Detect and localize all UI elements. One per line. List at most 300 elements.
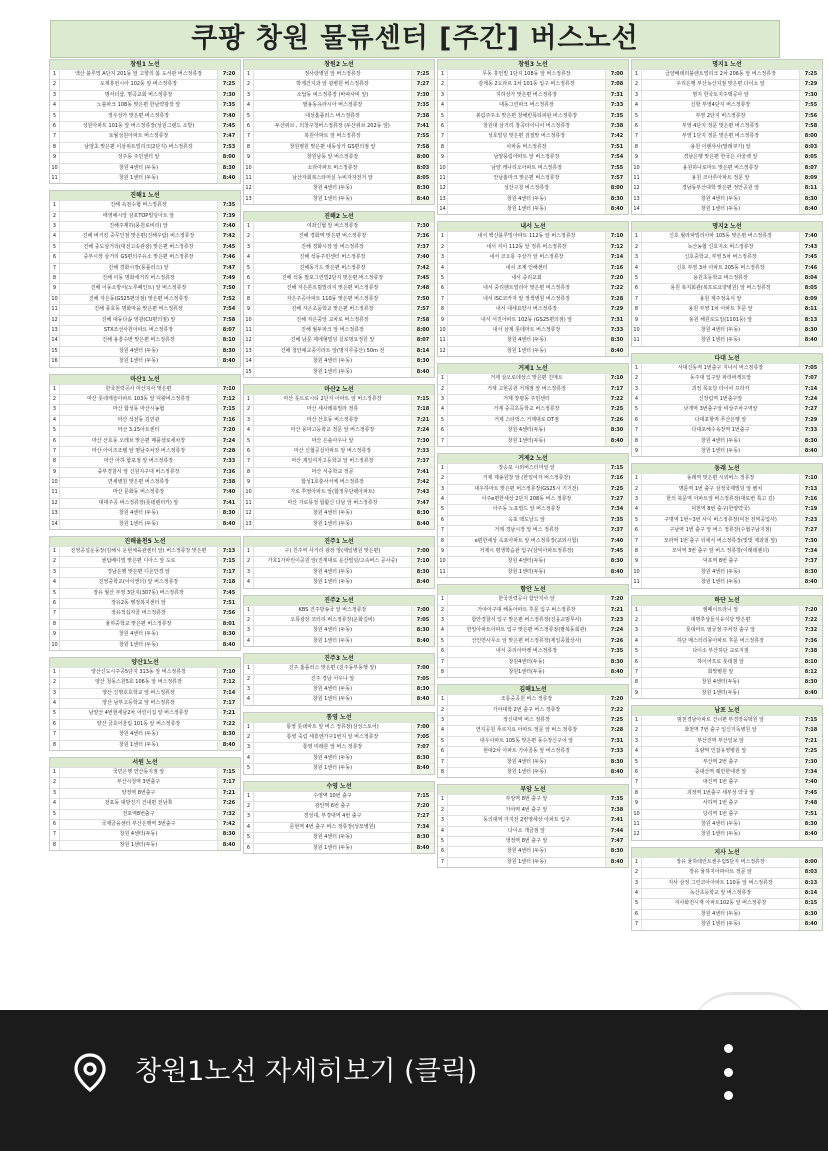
stop-name: 부산역 2번 출구 <box>702 758 739 765</box>
stop-row <box>438 567 628 577</box>
stop-name: 남양풍림아파트 앞 버스정류장 <box>493 154 560 161</box>
departure-time: 7:33 <box>799 426 822 435</box>
stop-row <box>438 152 628 162</box>
stop-number: 10 <box>50 641 60 650</box>
departure-time: 7:15 <box>411 395 434 404</box>
stop-row <box>244 577 434 587</box>
departure-time: 7:16 <box>605 474 628 483</box>
stop-row <box>632 173 822 183</box>
stop-row <box>438 194 628 204</box>
route-name: 거제1 노선 <box>438 364 628 373</box>
stop-name: 명륜역 1번 출구 삼정국제빌딩 앞 벤치 <box>678 485 763 492</box>
stop-row <box>438 705 628 715</box>
stop-name: 진해 자은론트릴빌리지 맞은편 버스정류장 <box>286 285 379 292</box>
departure-time: 7:05 <box>411 616 434 625</box>
departure-time: 8:00 <box>411 153 434 162</box>
stop-name: 창원 1센터 (두동) <box>312 765 353 772</box>
stop-name: 가호1가마린이공원 앞(진재대로 운산빌딩/고속버스 공사중) <box>267 558 398 565</box>
stop-name: 창원남동 앞 버스정류장 <box>306 154 359 161</box>
stop-name: 감계동 2도라르 1차 101동 입구 버스정류장 <box>478 81 575 88</box>
stop-number: 1 <box>244 664 254 673</box>
stop-number: 2 <box>632 726 642 735</box>
departure-time: 8:40 <box>605 437 628 446</box>
stop-number: 2 <box>438 385 448 394</box>
stop-number: 6 <box>438 122 448 131</box>
departure-time: 7:20 <box>799 606 822 615</box>
stop-name: 창원 4센터 (두동) <box>506 848 547 855</box>
stop-row <box>438 384 628 394</box>
stop-number: 5 <box>438 112 448 121</box>
stop-name: 진해 경화시장 앞 버스정류장 <box>301 243 364 250</box>
stop-number: 8 <box>632 678 642 687</box>
stop-number: 1 <box>244 792 254 801</box>
stop-name: 가로 쭈영아파트 앞(합정무단팩아파트) <box>290 489 375 496</box>
stop-name: 창원 1센터 (두동) <box>700 447 741 454</box>
route-table <box>631 595 823 700</box>
stop-row <box>438 857 628 867</box>
stop-name: 진해 자은중앙 교차로 버스정류장 <box>296 316 369 323</box>
stop-number: 2 <box>438 606 448 615</box>
stop-name: 함안경찰서 입구 맞은편 버스정류장(진웅교범무사) <box>471 616 582 623</box>
departure-time: 7:28 <box>217 447 240 456</box>
stop-row <box>438 163 628 173</box>
stop-name: 산인면사무소 앞 맞은편 버스정류장(제일종합상사) <box>471 637 582 644</box>
stop-row <box>632 878 822 888</box>
stop-row <box>244 811 434 821</box>
stop-number: 4 <box>244 426 254 435</box>
departure-time: 7:30 <box>411 91 434 100</box>
stop-name: 성산구청 버스정류장 <box>503 185 550 192</box>
stop-row <box>438 415 628 425</box>
timetable-column <box>437 59 629 874</box>
stop-name: 마산 석전동 김민관 <box>117 416 160 423</box>
stop-number: 7 <box>438 658 448 667</box>
stop-number: 5 <box>244 264 254 273</box>
stop-row <box>632 315 822 325</box>
departure-time: 7:29 <box>799 80 822 89</box>
departure-time: 8:30 <box>799 820 822 829</box>
departure-time: 8:30 <box>799 437 822 446</box>
stop-name: 우리은행 부산녹산지점 맞은편 다이소 앞 <box>676 81 765 88</box>
stop-number: 7 <box>50 830 60 839</box>
stop-row <box>244 636 434 646</box>
departure-time: 7:45 <box>799 253 822 262</box>
stop-row <box>244 346 434 356</box>
stop-number: 3 <box>50 222 60 231</box>
stop-number: 3 <box>244 568 254 577</box>
departure-time: 7:05 <box>799 364 822 373</box>
stop-row <box>632 121 822 131</box>
stop-name: 장유 월산 부영 3단지(307동) 버스정류장 <box>93 589 184 596</box>
route-name: 창원3 노선 <box>438 60 628 69</box>
departure-time: 7:28 <box>605 295 628 304</box>
stop-number: 1 <box>632 606 642 615</box>
departure-time: 8:40 <box>605 205 628 214</box>
stop-row <box>632 829 822 839</box>
stop-row <box>632 688 822 698</box>
stop-number: 7 <box>50 132 60 141</box>
stop-name: 부영 1단지 정문 맞은편 버스정류장 <box>681 133 760 140</box>
stop-name: 율하중학교 맞은편 버스정류장 <box>105 620 172 627</box>
stop-number: 2 <box>438 706 448 715</box>
stop-number: 5 <box>632 112 642 121</box>
departure-time: 8:40 <box>799 689 822 698</box>
departure-time: 8:11 <box>799 305 822 314</box>
stop-row <box>438 242 628 252</box>
stop-number: 11 <box>244 499 254 508</box>
stop-number: 12 <box>632 830 642 839</box>
stop-name: 다대포항역 푸산은행 앞 <box>694 416 747 423</box>
departure-time: 8:30 <box>411 568 434 577</box>
stop-number: 13 <box>50 326 60 335</box>
stop-row <box>438 826 628 836</box>
stop-row <box>632 163 822 173</box>
stop-number: 7 <box>632 295 642 304</box>
stop-row <box>632 667 822 677</box>
departure-time: 8:14 <box>799 889 822 898</box>
stop-row <box>438 736 628 746</box>
stop-name: 창원 4센터 (두동) <box>312 685 353 692</box>
stop-name: 명서더샵, 명곡교회 버스정류장 <box>104 91 173 98</box>
stop-number: 6 <box>632 910 642 919</box>
stop-name: 창원 4센터 (두동) <box>312 185 353 192</box>
departure-time: 7:40 <box>411 253 434 262</box>
departure-time: 7:57 <box>411 305 434 314</box>
stop-row <box>50 556 240 566</box>
stop-name: 내서 삼계 롯데마트 버스정류장 <box>492 326 561 333</box>
stop-row <box>244 304 434 314</box>
stop-row <box>244 367 434 377</box>
stop-row <box>50 456 240 466</box>
stop-name: 냉정역 8번 출구 앞 <box>505 838 548 844</box>
stop-name: 안남홈마크 맞은편 버스정류장 <box>493 174 560 181</box>
route-detail-link[interactable]: 창원1노선 자세히보기 (클릭) <box>135 1056 478 1087</box>
departure-time: 7:37 <box>799 557 822 566</box>
departure-time: 7:46 <box>799 264 822 273</box>
stop-row <box>50 384 240 394</box>
stop-number: 4 <box>244 637 254 646</box>
stop-name: 양산 남부고등학교 앞 버스정류장 <box>102 700 175 707</box>
stop-number: 7 <box>244 132 254 141</box>
stop-name: 양산 금호어울림 101동 앞 버스정류장 <box>96 720 181 727</box>
stop-row <box>50 698 240 708</box>
stop-row <box>632 152 822 162</box>
stop-number: 1 <box>438 464 448 473</box>
stop-row <box>50 356 240 366</box>
stop-name: 합성1호충사서체 버스정류장 <box>301 479 364 486</box>
stop-row <box>632 111 822 121</box>
stop-name: 내서 중리교회 <box>511 275 542 282</box>
departure-time: 8:30 <box>411 685 434 694</box>
more-vertical-icon[interactable] <box>708 1044 748 1100</box>
departure-time: 8:30 <box>799 195 822 204</box>
stop-row <box>632 898 822 908</box>
stop-name: 사파동 버스정류장 <box>506 143 547 150</box>
departure-time: 7:16 <box>217 416 240 425</box>
stop-name: 부암역 8번 출구 앞 <box>505 796 548 803</box>
departure-time: 7:36 <box>799 637 822 646</box>
stop-name: 창원 1센터 (두동) <box>312 579 353 586</box>
departure-time: 7:30 <box>799 91 822 100</box>
stop-name: 마산 롯트로시티 2단지 아파트 앞 버스정류장 <box>283 395 382 402</box>
stop-number: 4 <box>632 101 642 110</box>
stop-row <box>50 508 240 518</box>
stop-name: 무동 휴먼빌 1단지 108동 앞 버스정류장 <box>482 71 571 77</box>
departure-time: 7:10 <box>411 557 434 566</box>
stop-name: 가야대학 2번 출구 버스 정류장 <box>492 706 561 713</box>
stop-number: 1 <box>632 364 642 373</box>
stop-name: 창원 4센터 (두동) <box>312 754 353 761</box>
departure-time: 7:42 <box>411 478 434 487</box>
route-table <box>243 712 435 775</box>
departure-time: 7:00 <box>411 723 434 732</box>
stop-row <box>50 304 240 314</box>
departure-time: 7:14 <box>799 385 822 394</box>
departure-time: 7:17 <box>217 568 240 577</box>
stop-number: 2 <box>632 485 642 494</box>
stop-name: 동래역 맞은편 시외버스 정류장 <box>686 475 755 482</box>
stop-number: 8 <box>632 305 642 314</box>
stop-name: 중부경찰서 앞 신원지구대 버스정류장 <box>97 468 180 475</box>
stop-number: 11 <box>50 305 60 314</box>
stop-number: 4 <box>632 889 642 898</box>
route-name: 서원 노선 <box>50 758 240 767</box>
stop-number: 2 <box>438 806 448 815</box>
stop-row <box>244 605 434 615</box>
departure-time: 7:15 <box>217 768 240 777</box>
departure-time: 7:12 <box>217 395 240 404</box>
stop-number: 6 <box>244 274 254 283</box>
stop-row <box>632 90 822 100</box>
departure-time: 8:40 <box>411 578 434 587</box>
stop-row <box>244 69 434 79</box>
stop-name: 서대신동역 1번출구 지나서 버스정류장 <box>677 364 764 371</box>
stop-row <box>632 657 822 667</box>
stop-name: 용원 이랜샤사(발레쿠기) 앞 <box>690 143 751 150</box>
stop-row <box>50 242 240 252</box>
departure-time: 8:40 <box>605 347 628 356</box>
stop-number: 12 <box>438 184 448 193</box>
caption-bar[interactable] <box>0 1010 828 1151</box>
stop-name: 당리역 1번 출구 <box>702 810 739 817</box>
departure-time: 8:30 <box>605 426 628 435</box>
stop-name: 창원병원 맞은편 내동상가 GS편의점 앞 <box>289 143 376 150</box>
stop-row <box>438 325 628 335</box>
stop-name: 창원 4센터 (두동) <box>312 510 353 517</box>
stop-number: 6 <box>438 747 448 756</box>
departure-time: 7:38 <box>217 478 240 487</box>
stop-number: 11 <box>438 336 448 345</box>
route-table <box>49 536 241 651</box>
stop-number: 4 <box>244 578 254 587</box>
stop-name: 거제 중곡초등학교 버스정류장 <box>493 406 560 413</box>
route-table <box>49 657 241 751</box>
stop-name: 전포역8번출구 <box>122 810 155 817</box>
stop-row <box>50 404 240 414</box>
stop-row <box>632 636 822 646</box>
stop-number: 15 <box>244 368 254 377</box>
stop-number: 7 <box>50 730 60 739</box>
departure-time: 7:25 <box>799 747 822 756</box>
departure-time: 7:24 <box>217 437 240 446</box>
route-table <box>437 221 629 357</box>
stop-row <box>50 740 240 750</box>
stop-name: 대우아파트 105동 맞은편 동수장신구어 앞 <box>479 737 574 744</box>
stop-row <box>50 90 240 100</box>
stop-number: 6 <box>244 447 254 456</box>
departure-time: 7:36 <box>411 232 434 241</box>
stop-row <box>244 625 434 635</box>
departure-time: 7:31 <box>605 316 628 325</box>
stop-name: 덕포역 8번 출구 <box>702 558 739 565</box>
stop-number: 15 <box>50 347 60 356</box>
stop-row <box>438 231 628 241</box>
stop-row <box>632 646 822 656</box>
stop-number: 8 <box>50 457 60 466</box>
stop-number: 2 <box>438 80 448 89</box>
stop-number: 5 <box>50 112 60 121</box>
stop-number: 3 <box>50 91 60 100</box>
stop-row <box>50 394 240 404</box>
stop-number: 14 <box>438 205 448 214</box>
stop-name: 마산 산호동 버스정류장 <box>306 416 359 423</box>
departure-time: 7:25 <box>605 716 628 725</box>
departure-time: 7:38 <box>605 806 628 815</box>
route-table <box>437 784 629 868</box>
stop-number: 3 <box>244 91 254 100</box>
departure-time: 7:30 <box>799 758 822 767</box>
stop-name: 마산 용마고등학교 정문 앞 버스정류장 <box>290 427 375 434</box>
stop-row <box>244 791 434 801</box>
stop-name: 내서 백산블루밍아파트 112동 앞 버스정류장 <box>477 233 576 240</box>
stop-row <box>438 111 628 121</box>
departure-time: 7:37 <box>605 526 628 535</box>
stop-row <box>632 335 822 345</box>
stop-row <box>244 684 434 694</box>
departure-time: 8:10 <box>217 336 240 345</box>
departure-time: 7:55 <box>605 164 628 173</box>
stop-name: 한국전력공사 마산지사 맞은편 <box>105 385 172 392</box>
departure-time: 7:45 <box>217 122 240 131</box>
stop-name: 내서 조계 인해센터 <box>505 264 548 271</box>
departure-time: 7:46 <box>217 253 240 262</box>
stop-row <box>244 294 434 304</box>
stop-row <box>632 615 822 625</box>
stop-name: 센텀베디빌 맞은편 디아스 앞 도로 <box>101 558 176 565</box>
stop-name: 창원 1센터 (두동) <box>506 858 547 865</box>
stop-number: 3 <box>632 385 642 394</box>
route-name: 창원1 노선 <box>50 60 240 69</box>
departure-time: 7:42 <box>217 232 240 241</box>
stop-row <box>438 546 628 556</box>
stop-row <box>632 436 822 446</box>
departure-time: 8:40 <box>799 205 822 214</box>
stop-number: 4 <box>50 101 60 110</box>
stop-name: 금양베데리블랜트빌리크 2차 206동 앞 버스정류장 <box>665 71 776 77</box>
stop-name: 조롱중공원 버스 정류장 <box>500 696 553 703</box>
stop-number: 10 <box>438 164 448 173</box>
stop-number: 12 <box>244 184 254 193</box>
stop-number: 7 <box>632 920 642 929</box>
stop-name: 진해 용흥수변 맞은편 버스정류장 <box>102 337 175 344</box>
stop-name: 창원 4센터 (두동) <box>700 821 741 827</box>
stop-name: 창원 4센터 (두동) <box>700 326 741 333</box>
departure-time: 7:41 <box>411 468 434 477</box>
stop-row <box>632 857 822 867</box>
stop-name: 지하상가 맞은편 버스정류장 <box>495 91 558 98</box>
departure-time: 8:40 <box>411 764 434 773</box>
stop-row <box>244 487 434 497</box>
stop-name: 창원 1센터 (두동) <box>118 174 159 181</box>
departure-time: 8:40 <box>411 195 434 204</box>
departure-time: 8:07 <box>799 164 822 173</box>
stop-number: 1 <box>244 606 254 615</box>
stop-row <box>50 335 240 345</box>
departure-time: 7:43 <box>799 243 822 252</box>
departure-time: 8:30 <box>217 509 240 518</box>
stop-name: 통영 미래론 앞 버스 정류장 <box>302 744 363 751</box>
stop-row <box>50 798 240 808</box>
stop-row <box>50 273 240 283</box>
stop-number: 2 <box>244 232 254 241</box>
stop-name: 박제건지과 앞 광병원 버스정류장 <box>296 81 369 88</box>
departure-time: 7:14 <box>217 689 240 698</box>
stop-number: 4 <box>50 232 60 241</box>
departure-time: 7:15 <box>217 557 240 566</box>
stop-name: 양산 청동스원5호 106동 앞 버스정류장 <box>95 679 182 686</box>
stop-number: 4 <box>632 637 642 646</box>
stop-row <box>50 667 240 677</box>
stop-number: 9 <box>632 689 642 698</box>
stop-number: 7 <box>244 457 254 466</box>
stop-number: 9 <box>244 478 254 487</box>
departure-time: 7:30 <box>411 222 434 231</box>
stop-number: 3 <box>50 689 60 698</box>
stop-name: 아주동 노포빌드 앞 버스정류장 <box>492 506 561 513</box>
departure-time: 7:34 <box>799 768 822 777</box>
stop-name: 양산 신명호호학교 앞 버스정류장 <box>102 689 175 696</box>
departure-time: 8:15 <box>799 899 822 908</box>
stop-number: 8 <box>438 143 448 152</box>
stop-row <box>438 315 628 325</box>
stop-name: 용원하나로마트 맞은편 버스정류장 <box>682 164 759 171</box>
stop-name: 장유 율하테린트센우림5단지 버스정류장 <box>676 858 765 865</box>
departure-time: 7:20 <box>411 802 434 811</box>
stop-name: 창원 1센터 (두동) <box>312 637 353 644</box>
stop-row <box>632 798 822 808</box>
stop-number: 8 <box>244 295 254 304</box>
timetable-column <box>631 59 823 937</box>
departure-time: 7:10 <box>217 668 240 677</box>
departure-time: 8:05 <box>799 284 822 293</box>
stop-number: 14 <box>632 205 642 214</box>
stop-number: 11 <box>244 174 254 183</box>
stop-name: e편한세상 옥포아파트 앞 버스정류장(교외시험) <box>474 537 579 544</box>
stop-name: 창원4센터(두동) <box>508 658 545 665</box>
stop-name: 남양초 맞은편 이삼위트빌리크(2단지) 버스정류장 <box>84 143 193 150</box>
stop-number: 14 <box>50 336 60 345</box>
departure-time: 7:47 <box>605 837 628 846</box>
departure-time: 7:20 <box>217 70 240 79</box>
stop-number: 1 <box>50 385 60 394</box>
stop-number: 2 <box>50 557 60 566</box>
page-title: 쿠팡 창원 물류센터 [주간] 버스노선 <box>50 20 780 58</box>
stop-number: 4 <box>438 264 448 273</box>
stop-row <box>438 594 628 604</box>
stop-number: 2 <box>50 778 60 787</box>
departure-time: 7:26 <box>605 416 628 425</box>
departure-time: 7:49 <box>217 274 240 283</box>
